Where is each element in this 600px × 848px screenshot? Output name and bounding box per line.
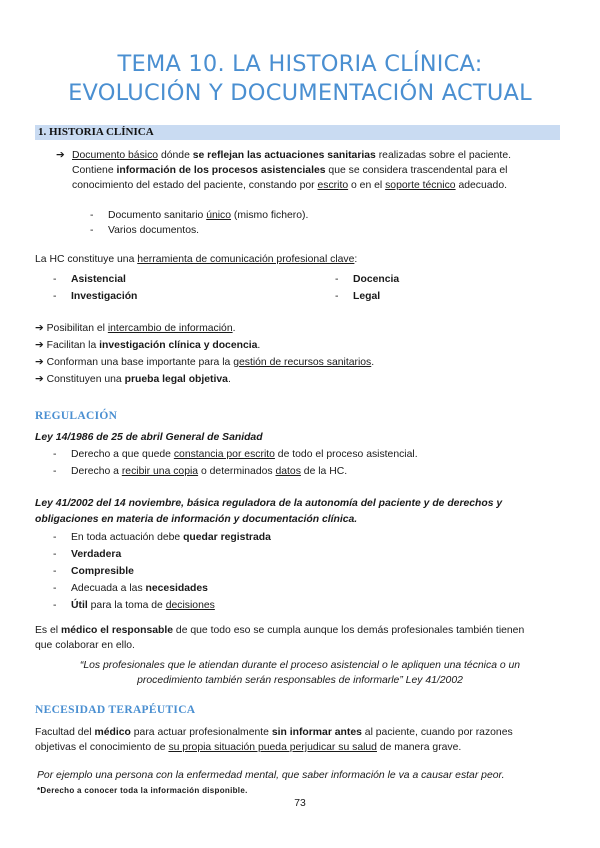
type-asistencial: - Asistencial — [53, 274, 126, 285]
arrow-item: ➔ Posibilitan el intercambio de información. — [35, 323, 236, 334]
arrow-icon: ➔ — [56, 150, 65, 161]
type-investigacion: - Investigación — [53, 291, 138, 302]
title-line-2: EVOLUCIÓN Y DOCUMENTACIÓN ACTUAL — [68, 80, 532, 106]
necesidad-heading: NECESIDAD TERAPÉUTICA — [35, 704, 196, 716]
regulacion-heading: REGULACIÓN — [35, 410, 118, 422]
type-legal: - Legal — [335, 291, 381, 302]
list-item: - Derecho a que quede constancia por escrito de todo el proceso asistencial. — [53, 449, 418, 460]
list-item: - En toda actuación debe quedar registrada — [53, 532, 271, 543]
page-title — [0, 50, 600, 108]
arrow-icon: ➔ — [35, 374, 44, 385]
definition-line-3: conocimiento del estado del paciente, constando por escrito o en el soporte técnico adecuado. — [72, 180, 507, 191]
section-heading: 1. HISTORIA CLÍNICA — [38, 126, 154, 138]
list-item: - Varios documentos. — [90, 225, 200, 236]
term-documento-basico: Documento básico — [72, 150, 159, 161]
page-number: 73 — [294, 798, 306, 809]
hc-sentence: La HC constituye una herramienta de comunicación profesional clave: — [35, 254, 358, 265]
law-41-2002-title-1: Ley 41/2002 del 14 noviembre, básica reguladora de la autonomía del paciente y de derechos y — [35, 498, 503, 509]
title-line-1: TEMA 10. LA HISTORIA CLÍNICA: — [117, 51, 483, 77]
necesidad-line-1: Facultad del médico para actuar profesionalmente sin informar antes al paciente, cuando por razones — [35, 727, 513, 738]
necesidad-line-2: objetivas el conocimiento de su propia situación pueda perjudicar su salud de manera grave. — [35, 742, 462, 753]
medico-paragraph-line-1: Es el médico el responsable de que todo eso se cumpla aunque los demás profesionales también tienen — [35, 625, 525, 636]
list-item: - Útil para la toma de decisiones — [53, 600, 215, 611]
type-docencia: - Docencia — [335, 274, 400, 285]
footnote: *Derecho a conocer toda la información disponible. — [37, 786, 248, 795]
example-text: Por ejemplo una persona con la enfermedad mental, que saber información le va a causar estar peor. — [37, 770, 505, 781]
list-item: - Documento sanitario único (mismo fichero). — [90, 210, 309, 221]
quote-line-2: procedimiento también serán responsables de informarle” Ley 41/2002 — [137, 675, 463, 686]
list-item: - Derecho a recibir una copia o determinados datos de la HC. — [53, 466, 348, 477]
arrow-icon: ➔ — [35, 340, 44, 351]
list-item: - Compresible — [53, 566, 134, 577]
arrow-item: ➔ Facilitan la investigación clínica y docencia. — [35, 340, 261, 351]
law-41-2002-title-2: obligaciones en materia de información y documentación clínica. — [35, 514, 358, 525]
definition-line-2: Contiene información de los procesos asistenciales que se considera trascendental para el — [72, 165, 508, 176]
medico-paragraph-line-2: que colaborar en ello. — [35, 640, 135, 651]
law-14-1986-title: Ley 14/1986 de 25 de abril General de Sanidad — [35, 432, 263, 443]
definition-line-1: ➔ Documento básico dónde se reflejan las actuaciones sanitarias realizadas sobre el paciente. — [56, 150, 511, 161]
list-item: - Verdadera — [53, 549, 122, 560]
arrow-item: ➔ Conforman una base importante para la gestión de recursos sanitarios. — [35, 357, 375, 368]
arrow-icon: ➔ — [35, 323, 44, 334]
arrow-icon: ➔ — [35, 357, 44, 368]
section-heading-bar — [35, 125, 560, 140]
arrow-item: ➔ Constituyen una prueba legal objetiva. — [35, 374, 231, 385]
quote-line-1: “Los profesionales que le atiendan durante el proceso asistencial o le apliquen una técnica o un — [79, 660, 521, 671]
list-item: - Adecuada a las necesidades — [53, 583, 208, 594]
